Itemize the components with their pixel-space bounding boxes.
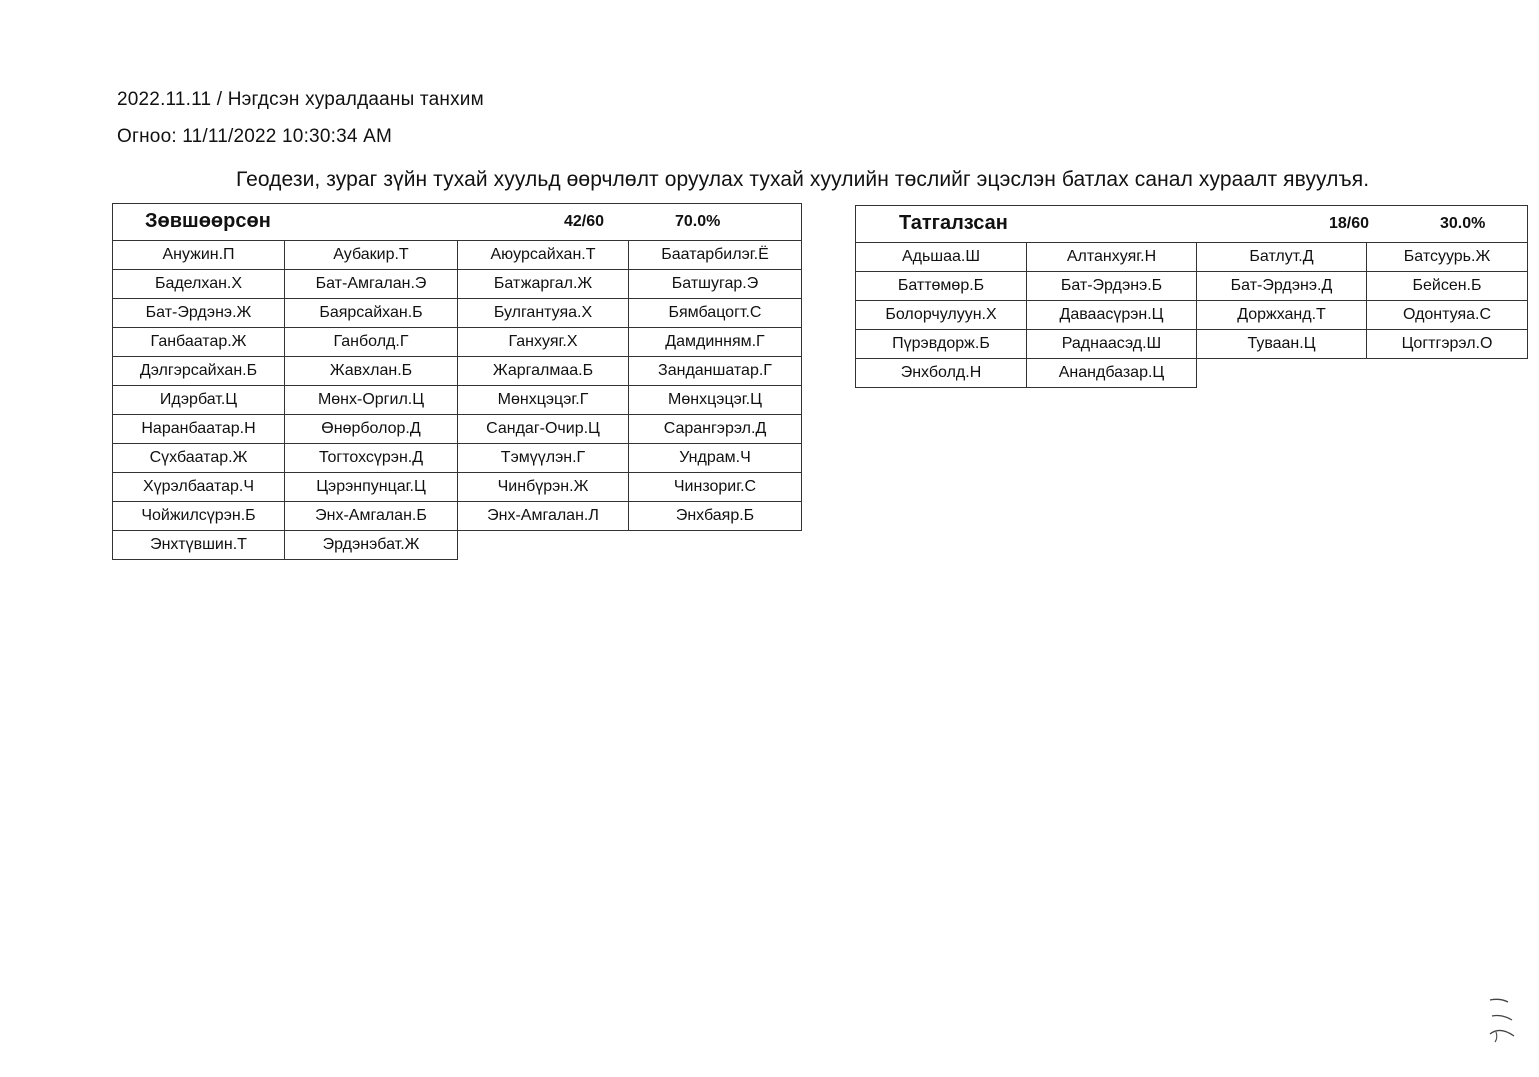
rejected-count: 18/60 xyxy=(1329,215,1370,232)
approved-percent: 70.0% xyxy=(675,213,721,230)
table-row xyxy=(113,299,802,328)
rejected-percent: 30.0% xyxy=(1440,215,1486,232)
member-name: Сандаг-Очир.Ц xyxy=(458,415,629,444)
member-name: Раднаасэд.Ш xyxy=(1027,330,1197,359)
approved-header-row xyxy=(113,204,802,241)
member-name: Идэрбат.Ц xyxy=(113,386,285,415)
member-name: Энх-Амгалан.Л xyxy=(458,502,629,531)
table-row xyxy=(113,386,802,415)
member-name: Хүрэлбаатар.Ч xyxy=(113,473,285,502)
member-name: Баттөмөр.Б xyxy=(856,272,1027,301)
motion-title: Геодези, зураг зүйн тухай хуульд өөрчлөлт оруулах тухай хуулийн төслийг эцэслэн батлах санал хураалт явуулъя. xyxy=(236,168,1370,191)
table-row xyxy=(113,270,802,299)
member-name: Дэлгэрсайхан.Б xyxy=(113,357,285,386)
member-name: Дамдинням.Г xyxy=(629,328,802,357)
member-name: Сүхбаатар.Ж xyxy=(113,444,285,473)
table-row xyxy=(113,444,802,473)
approved-count: 42/60 xyxy=(564,213,605,230)
rejected-header-row xyxy=(856,206,1528,243)
member-name: Пүрэвдорж.Б xyxy=(856,330,1027,359)
member-name: Бямбацогт.С xyxy=(629,299,802,328)
member-name: Бейсен.Б xyxy=(1367,272,1528,301)
member-name: Сарангэрэл.Д xyxy=(629,415,802,444)
member-name: Бат-Эрдэнэ.Д xyxy=(1197,272,1367,301)
member-name: Чойжилсүрэн.Б xyxy=(113,502,285,531)
table-row xyxy=(113,473,802,502)
table-row xyxy=(113,415,802,444)
member-name: Даваасүрэн.Ц xyxy=(1027,301,1197,330)
member-name: Чинзориг.С xyxy=(629,473,802,502)
member-name: Эрдэнэбат.Ж xyxy=(285,531,458,560)
table-row xyxy=(856,330,1528,359)
member-name: Мөнхцэцэг.Г xyxy=(458,386,629,415)
table-row xyxy=(113,357,802,386)
member-name: Батжаргал.Ж xyxy=(458,270,629,299)
member-name: Туваан.Ц xyxy=(1197,330,1367,359)
session-line: 2022.11.11 / Нэгдсэн хуралдааны танхим xyxy=(117,89,484,110)
member-name: Бат-Амгалан.Э xyxy=(285,270,458,299)
member-name: Өнөрболор.Д xyxy=(285,415,458,444)
member-name: Ганбаатар.Ж xyxy=(113,328,285,357)
member-name: Тэмүүлэн.Г xyxy=(458,444,629,473)
member-name: Булгантуяа.Х xyxy=(458,299,629,328)
rejected-title: Татгалзсан xyxy=(899,212,1008,234)
rejected-header xyxy=(856,206,1528,243)
member-name: Ганхуяг.Х xyxy=(458,328,629,357)
approved-title: Зөвшөөрсөн xyxy=(145,210,271,232)
member-name: Мөнх-Оргил.Ц xyxy=(285,386,458,415)
member-name: Цогтгэрэл.О xyxy=(1367,330,1528,359)
member-name: Болорчулуун.Х xyxy=(856,301,1027,330)
table-row xyxy=(856,359,1528,388)
member-name: Бат-Эрдэнэ.Ж xyxy=(113,299,285,328)
member-name: Мөнхцэцэг.Ц xyxy=(629,386,802,415)
member-name: Жавхлан.Б xyxy=(285,357,458,386)
empty-cell xyxy=(458,531,629,560)
member-name: Батшугар.Э xyxy=(629,270,802,299)
approved-table xyxy=(112,203,802,560)
member-name: Занданшатар.Г xyxy=(629,357,802,386)
member-name: Доржханд.Т xyxy=(1197,301,1367,330)
approved-rows xyxy=(113,241,802,560)
handwritten-page-mark xyxy=(1486,996,1520,1046)
member-name: Цэрэнпунцаг.Ц xyxy=(285,473,458,502)
member-name: Батсуурь.Ж xyxy=(1367,243,1528,272)
member-name: Энхбаяр.Б xyxy=(629,502,802,531)
empty-cell xyxy=(629,531,802,560)
member-name: Ганболд.Г xyxy=(285,328,458,357)
table-row xyxy=(113,531,802,560)
member-name: Жаргалмаа.Б xyxy=(458,357,629,386)
member-name: Анужин.П xyxy=(113,241,285,270)
member-name: Баделхан.Х xyxy=(113,270,285,299)
rejected-table xyxy=(855,205,1528,388)
member-name: Энхболд.Н xyxy=(856,359,1027,388)
member-name: Чинбүрэн.Ж xyxy=(458,473,629,502)
table-row xyxy=(856,243,1528,272)
member-name: Бат-Эрдэнэ.Б xyxy=(1027,272,1197,301)
table-row xyxy=(113,502,802,531)
member-name: Батлут.Д xyxy=(1197,243,1367,272)
table-row xyxy=(113,328,802,357)
empty-cell xyxy=(1197,359,1367,388)
member-name: Энх-Амгалан.Б xyxy=(285,502,458,531)
member-name: Наранбаатар.Н xyxy=(113,415,285,444)
member-name: Анандбазар.Ц xyxy=(1027,359,1197,388)
member-name: Аубакир.Т xyxy=(285,241,458,270)
rejected-rows xyxy=(856,243,1528,388)
member-name: Алтанхуяг.Н xyxy=(1027,243,1197,272)
table-row xyxy=(856,301,1528,330)
member-name: Баярсайхан.Б xyxy=(285,299,458,328)
member-name: Энхтүвшин.Т xyxy=(113,531,285,560)
member-name: Адьшаа.Ш xyxy=(856,243,1027,272)
table-row xyxy=(856,272,1528,301)
date-line: Огноо: 11/11/2022 10:30:34 AM xyxy=(117,126,392,147)
table-row xyxy=(113,241,802,270)
member-name: Тогтохсүрэн.Д xyxy=(285,444,458,473)
member-name: Ундрам.Ч xyxy=(629,444,802,473)
member-name: Баатарбилэг.Ё xyxy=(629,241,802,270)
member-name: Одонтуяа.С xyxy=(1367,301,1528,330)
approved-header xyxy=(113,204,802,241)
empty-cell xyxy=(1367,359,1528,388)
member-name: Аюурсайхан.Т xyxy=(458,241,629,270)
